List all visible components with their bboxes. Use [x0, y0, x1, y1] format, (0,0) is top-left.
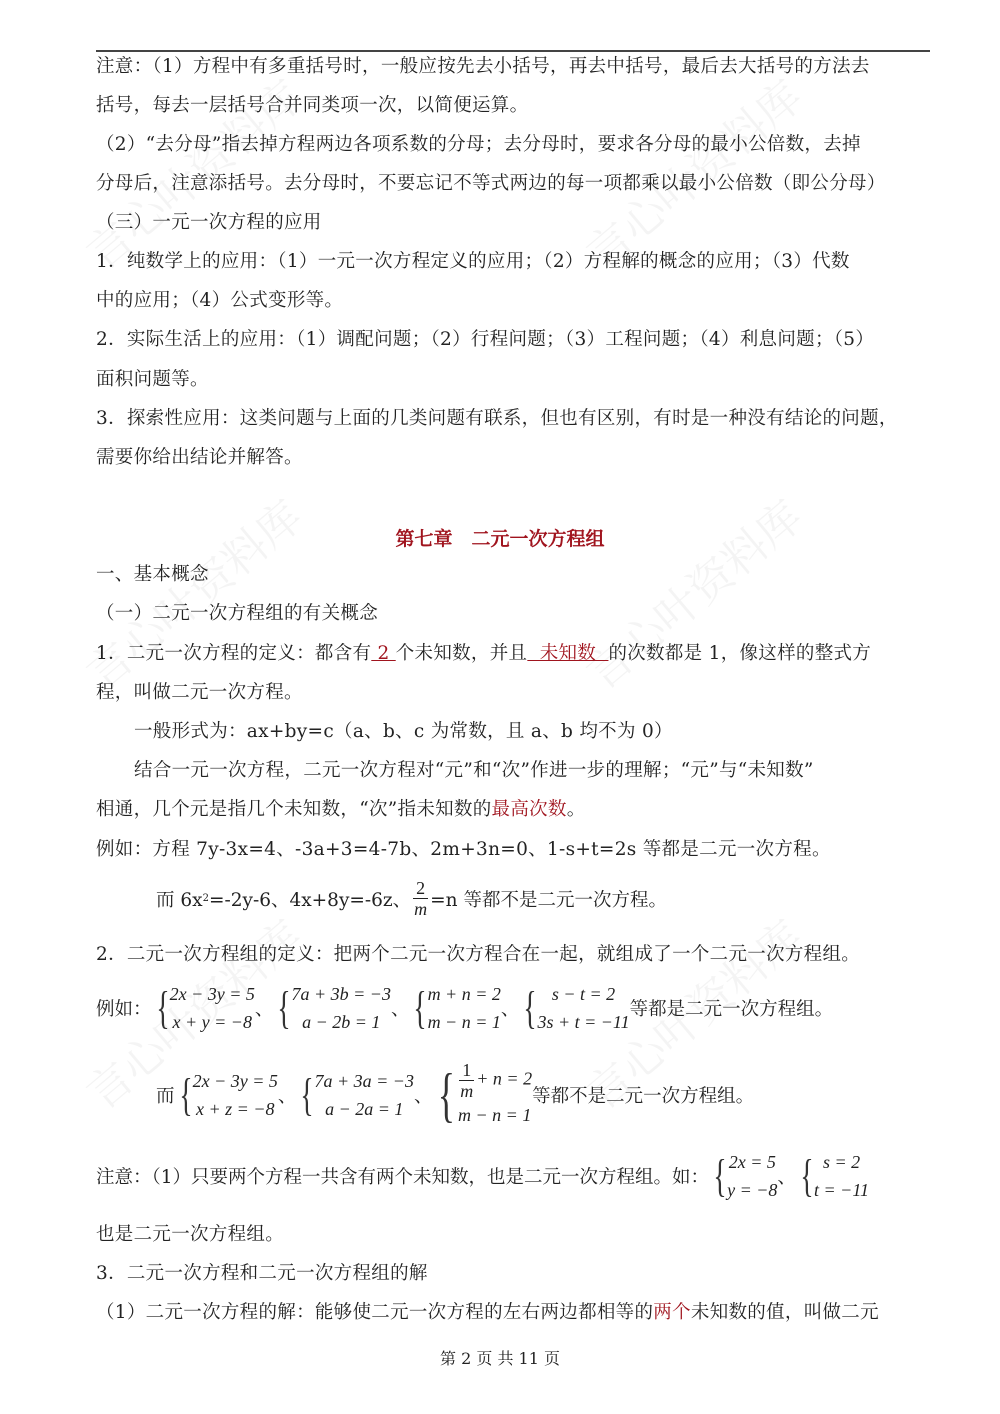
- text-line: 面积问题等。: [96, 369, 209, 390]
- subsection-heading: （三）一元一次方程的应用: [96, 212, 322, 233]
- text: =n 等都不是二元一次方程。: [430, 889, 667, 911]
- text: 、: [254, 999, 274, 1020]
- page-footer: 第 2 页 共 11 页: [440, 1349, 560, 1368]
- non-example-line: [156, 878, 667, 919]
- text: 例如：: [96, 999, 152, 1020]
- equation: s = 2: [822, 1152, 861, 1172]
- equation: m − n = 1: [427, 1012, 501, 1032]
- text-line: [96, 798, 586, 822]
- header-rule: [96, 50, 930, 52]
- equation: a − 2a = 1: [325, 1098, 404, 1119]
- equation: 2x = 5: [728, 1152, 776, 1172]
- equation: x + y = −8: [172, 1012, 252, 1032]
- text: 等都是二元一次方程组。: [629, 999, 834, 1020]
- subsection-heading: （一）二元一次方程组的有关概念: [96, 603, 379, 624]
- fraction: [459, 1060, 474, 1101]
- equation-system: { 2x = 5 y = −8: [709, 1148, 777, 1204]
- numerator: 1: [459, 1060, 474, 1081]
- text-line: [96, 1301, 879, 1325]
- text: 相通，几个元是指几个未知数，“次”指未知数的: [96, 799, 492, 820]
- text-line: 需要你给出结论并解答。: [96, 447, 303, 468]
- text-line: 中的应用；（4）公式变形等。: [96, 290, 344, 311]
- equation: 2x − 3y = 5: [169, 984, 255, 1004]
- equation: 3s + t = −11: [537, 1012, 630, 1032]
- text-line: 程，叫做二元一次方程。: [96, 682, 303, 703]
- text: 、: [777, 1167, 796, 1188]
- highlight: 最高次数: [491, 799, 567, 820]
- text-line: 也是二元一次方程组。: [96, 1224, 285, 1245]
- text-line: 例如：方程 7y-3x=4、-3a+3=4-7b、2m+3n=0、1-s+t=2s 等都是二元一次方程。: [96, 839, 831, 860]
- text: （1）二元一次方程的解：能够使二元一次方程的左右两边都相等的: [96, 1302, 654, 1323]
- equation-system: { s = 2 t = −11: [796, 1148, 869, 1204]
- text-line: 3．探索性应用：这类问题与上面的几类问题有联系，但也有区别，有时是一种没有结论的问题，: [96, 408, 898, 429]
- fill-blank: 未知数: [527, 643, 609, 664]
- text: 、: [413, 1085, 433, 1107]
- text: + n = 2: [476, 1068, 533, 1089]
- text: 、: [390, 999, 410, 1020]
- text-line: 2．二元一次方程组的定义：把两个二元一次方程合在一起，就组成了一个二元一次方程组。: [96, 944, 861, 965]
- text-line: 1．纯数学上的应用：（1）一元一次方程定义的应用；（2）方程解的概念的应用；（3）代数: [96, 251, 850, 272]
- equation: s − t = 2: [551, 984, 616, 1004]
- denominator: m: [414, 899, 428, 919]
- text: 的次数都是 1，像这样的整式方: [608, 643, 872, 664]
- section-heading: 一、基本概念: [96, 564, 209, 585]
- equation: 2x − 3y = 5: [192, 1070, 278, 1091]
- text-line: 结合一元一次方程，二元一次方程对“元”和“次”作进一步的理解；“元”与“未知数”: [134, 760, 814, 781]
- watermark: [570, 483, 813, 702]
- equation-system: { 7a + 3a = −3 a − 2a = 1: [296, 1067, 414, 1123]
- exponent: 2: [202, 893, 209, 904]
- text: 、: [500, 999, 520, 1020]
- chapter-title: 第七章 二元一次方程组: [395, 528, 605, 550]
- equation: 7a + 3a = −3: [314, 1070, 414, 1091]
- denominator: m: [460, 1081, 474, 1101]
- text-line: 一般形式为：ax+by=c（a、b、c 为常数，且 a、b 均不为 0）: [134, 721, 673, 742]
- text: 、: [277, 1085, 297, 1107]
- highlight: 两个: [653, 1302, 691, 1323]
- equation: m − n = 1: [458, 1105, 532, 1125]
- equation-system: { 2x − 3y = 5 x + z = −8: [175, 1067, 278, 1123]
- text: 未知数的值，叫做二元: [690, 1302, 879, 1323]
- equation: y = −8: [727, 1180, 778, 1200]
- equation: a − 2b = 1: [302, 1012, 381, 1032]
- equation: m + n = 2: [427, 984, 501, 1004]
- equation-system: { 7a + 3b = −3 a − 2b = 1: [273, 980, 391, 1036]
- equation-system: { 2x − 3y = 5 x + y = −8: [152, 980, 255, 1036]
- text: 注意：（1）只要两个方程一共含有两个未知数，也是二元一次方程组。如：: [96, 1167, 710, 1188]
- example-systems: [96, 980, 833, 1036]
- equation: t = −11: [814, 1180, 869, 1200]
- equation: 7a + 3b = −3: [291, 984, 391, 1004]
- text: 等都不是二元一次方程组。: [532, 1085, 755, 1107]
- text: =-2y-6、4x+8y=-6z、: [208, 889, 412, 911]
- text-line: 分母后，注意添括号。去分母时，不要忘记不等式两边的每一项都乘以最小公倍数（即公分母）: [96, 173, 886, 194]
- equation-system: { m + n = 2 m − n = 1: [409, 980, 500, 1036]
- text: 1．二元一次方程的定义：都含有: [96, 643, 372, 664]
- equation: x + z = −8: [196, 1098, 275, 1119]
- text-line: 括号，每去一层括号合并同类项一次，以简便运算。: [96, 95, 529, 116]
- non-example-systems: [156, 1060, 754, 1129]
- equation-system: { s − t = 2 3s + t = −11: [519, 980, 629, 1036]
- definition-line: [96, 642, 871, 666]
- text-line: （2）“去分母”指去掉方程两边各项系数的分母；去分母时，要求各分母的最小公倍数，去掉: [96, 134, 861, 155]
- numerator: 2: [413, 878, 428, 899]
- note-line: [96, 1148, 869, 1204]
- text-line: 注意：（1）方程中有多重括号时，一般应按先去小括号，再去中括号，最后去大括号的方法去: [96, 56, 870, 77]
- text: 而: [156, 1085, 175, 1107]
- subsection-heading: 3．二元一次方程和二元一次方程组的解: [96, 1263, 428, 1284]
- fill-blank: 2: [371, 643, 396, 664]
- text: 。: [566, 799, 586, 820]
- equation-system: { $\frac{1}{m}$ + n = 2 m − n = 1: [438, 1060, 533, 1128]
- text-line: 2．实际生活上的应用：（1）调配问题；（2）行程问题；（3）工程问题；（4）利息问题；（5）: [96, 329, 875, 350]
- text: 而 6x: [156, 889, 203, 911]
- watermark: [70, 483, 313, 702]
- equation: [457, 1060, 532, 1101]
- fraction: [413, 878, 428, 919]
- text: 个未知数，并且: [395, 643, 528, 664]
